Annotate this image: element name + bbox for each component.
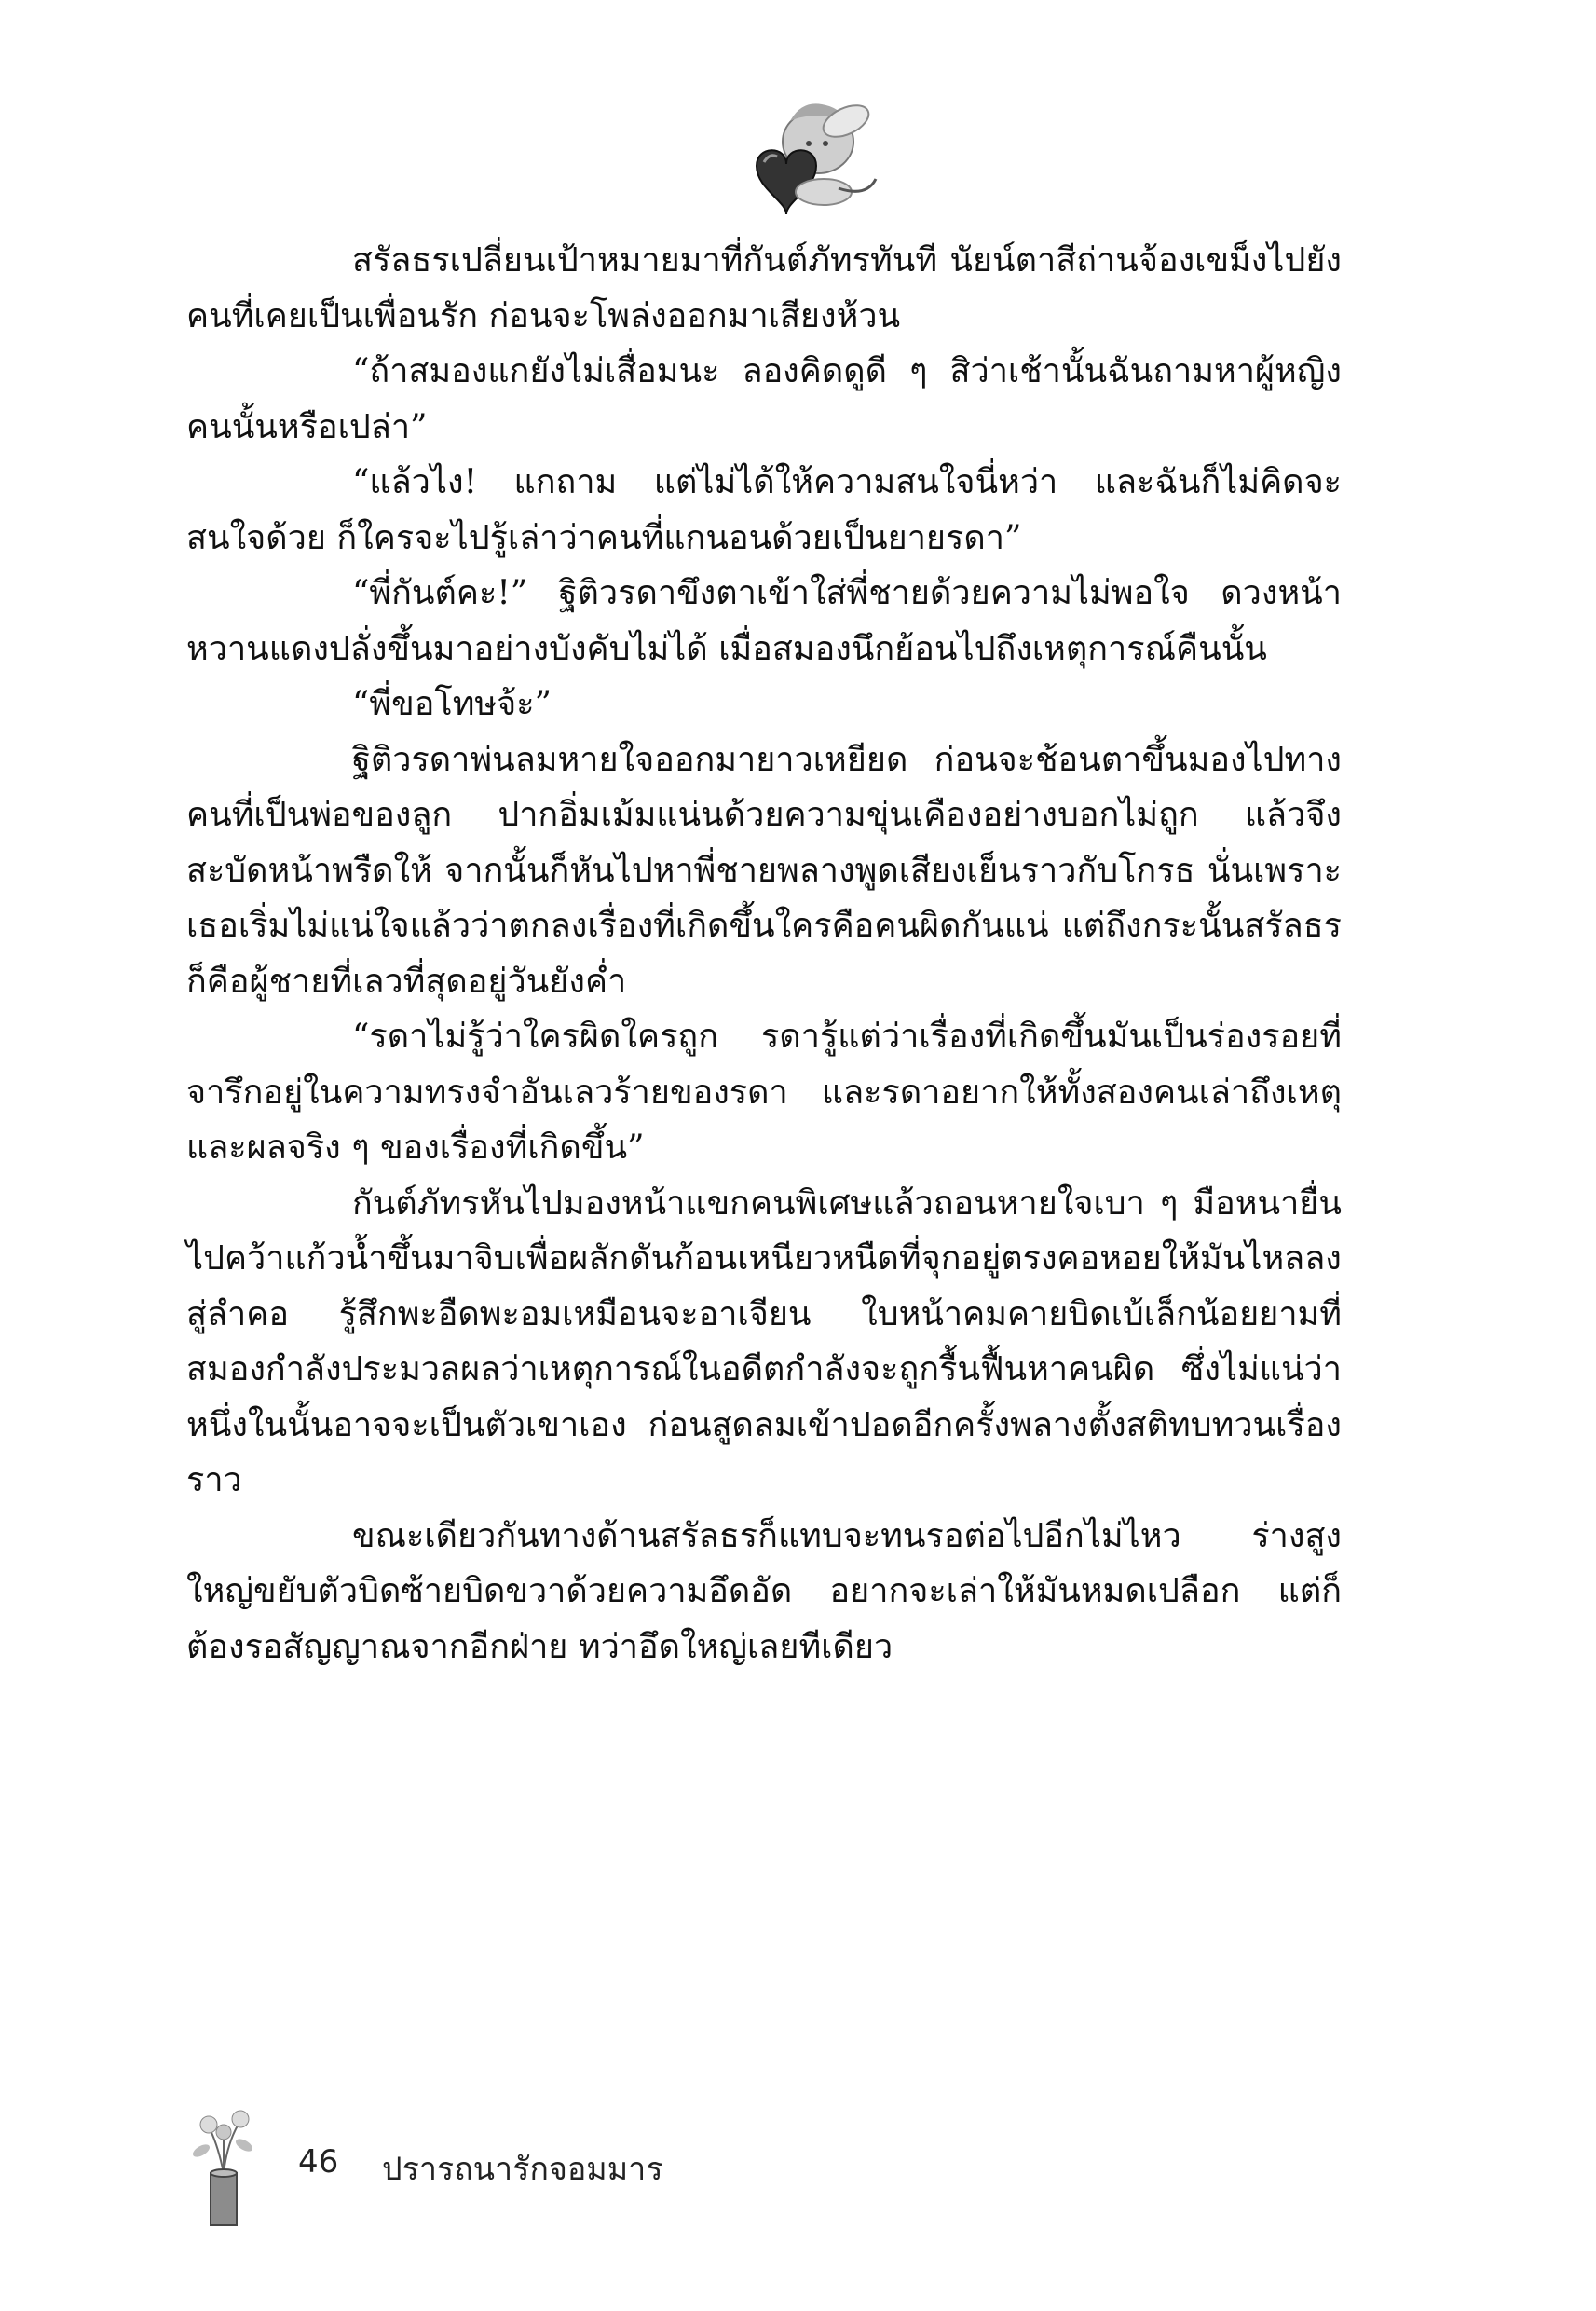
page-number: 46 [298,2143,339,2181]
book-title: ปรารถนารักจอมมาร [382,2151,663,2188]
paragraph: “แล้วไง! แกถาม แต่ไม่ได้ให้ความสนใจนี่หว่า และฉันก็ไม่คิดจะสนใจด้วย ก็ใครจะไปรู้เล่าว่าคนที่แกนอนด้วยเป็นยายรดา” [186,463,1342,557]
paragraph: “ถ้าสมองแกยังไม่เสื่อมนะ ลองคิดดูดี ๆ สิว่าเช้านั้นฉันถามหาผู้หญิงคนนั้นหรือเปล่า” [186,352,1342,446]
paragraph: กันต์ภัทรหันไปมองหน้าแขกคนพิเศษแล้วถอนหายใจเบา ๆ มือหนายื่นไปคว้าแก้วน้ำขึ้นมาจิบเพื่อผลักดันก้อนเหนียวหนืดที่จุกอยู่ตรงคอหอยให้มันไหลลงสู่ลำคอ รู้สึกพะอืดพะอมเหมือนจะอาเจียน ใบหน้าคมคายบิดเบ้เล็กน้อยยามที่สมองกำลังประมวลผลว่าเหตุการณ์ในอดีตกำลังจะถูกรื้นฟื้นหาคนผิด ซึ่งไม่แน่ว่าหนึ่งในนั้นอาจจะเป็นตัวเขาเอง ก่อนสูดลมเข้าปอดอีกครั้งพลางตั้งสติทบทวนเรื่องราว [186,1183,1342,1499]
paragraph: สรัลธรเปลี่ยนเป้าหมายมาที่กันต์ภัทรทันที นัยน์ตาสีถ่านจ้องเขม็งไปยังคนที่เคยเป็นเพื่อนรัก ก่อนจะโพล่งออกมาเสียงห้วน [186,241,1342,335]
paragraph: “พี่กันต์คะ!” ฐิติวรดาขึงตาเข้าใส่พี่ชายด้วยความไม่พอใจ ดวงหน้าหวานแดงปลั่งขึ้นมาอย่างบังคับไม่ได้ เมื่อสมองนึกย้อนไปถึงเหตุการณ์คืนนั้น [186,574,1342,668]
cupid-with-heart-icon [708,84,894,224]
flower-vase-icon [186,2108,261,2229]
paragraph: ขณะเดียวกันทางด้านสรัลธรก็แทบจะทนรอต่อไปอีกไม่ไหว ร่างสูงใหญ่ขยับตัวบิดซ้ายบิดขวาด้วยความอึดอัด อยากจะเล่าให้มันหมดเปลือก แต่ก็ต้องรอสัญญาณจากอีกฝ่าย ทว่าอึดใหญ่เลยทีเดียว [186,1516,1342,1666]
paragraph: “พี่ขอโทษจ้ะ” [352,685,552,723]
page-footer [186,2108,839,2229]
paragraph: ฐิติวรดาพ่นลมหายใจออกมายาวเหยียด ก่อนจะช้อนตาขึ้นมองไปทางคนที่เป็นพ่อของลูก ปากอิ่มเม้มแน่นด้วยความขุ่นเคืองอย่างบอกไม่ถูก แล้วจึงสะบัดหน้าพรืดให้ จากนั้นก็หันไปหาพี่ชายพลางพูดเสียงเย็นราวกับโกรธ นั่นเพราะเธอเริ่มไม่แน่ใจแล้วว่าตกลงเรื่องที่เกิดขึ้นใครคือคนผิดกันแน่ แต่ถึงกระนั้นสรัลธรก็คือผู้ชายที่เลวที่สุดอยู่วันยังค่ำ [186,740,1342,1001]
paragraph: “รดาไม่รู้ว่าใครผิดใครถูก รดารู้แต่ว่าเรื่องที่เกิดขึ้นมันเป็นร่องรอยที่จารึกอยู่ในความทรงจำอันเลวร้ายของรดา และรดาอยากให้ทั้งสองคนเล่าถึงเหตุและผลจริง ๆ ของเรื่องที่เกิดขึ้น” [186,1018,1342,1167]
body-text [186,233,1342,1675]
